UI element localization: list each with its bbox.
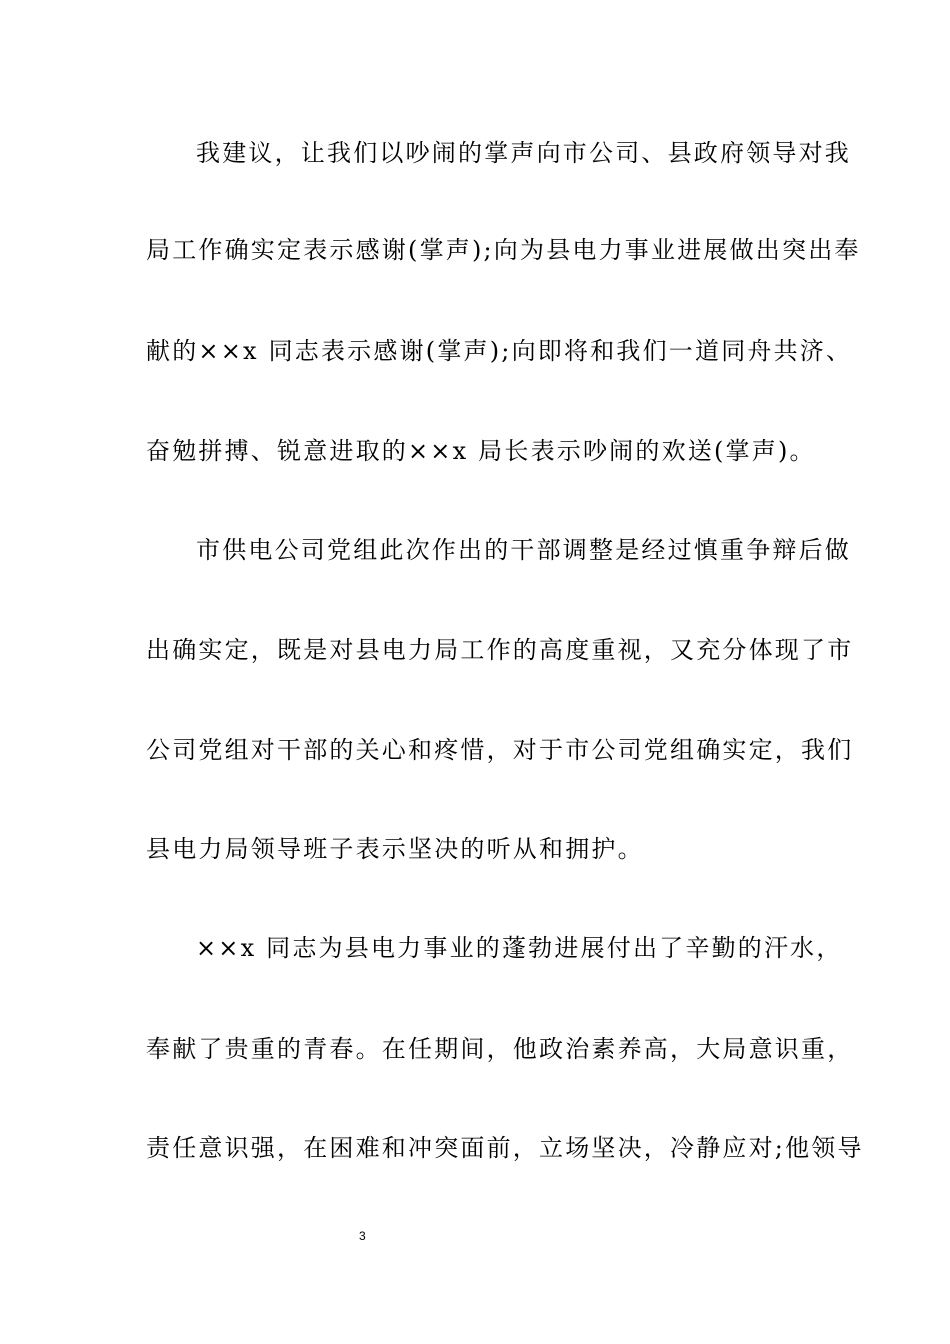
- text-line-4: 奋勉拼搏、锐意进取的××x 局长表示吵闹的欢送(掌声)。: [146, 437, 816, 465]
- text-line-9: ××x 同志为县电力事业的蓬勃进展付出了辛勤的汗水，: [196, 934, 843, 962]
- text-line-11: 责任意识强，在困难和冲突面前，立场坚决，冷静应对;他领导: [146, 1134, 864, 1162]
- text-line-6: 出确实定，既是对县电力局工作的高度重视，又充分体现了市: [146, 636, 854, 664]
- text-line-2: 局工作确实定表示感谢(掌声);向为县电力事业进展做出突出奉: [146, 236, 861, 264]
- text-line-1: 我建议，让我们以吵闹的掌声向市公司、县政府领导对我: [196, 139, 851, 167]
- text-line-8: 县电力局领导班子表示坚决的听从和拥护。: [146, 835, 644, 863]
- text-line-7: 公司党组对干部的关心和疼惜，对于市公司党组确实定，我们: [146, 736, 854, 764]
- text-line-3: 献的××x 同志表示感谢(掌声);向即将和我们一道同舟共济、: [146, 337, 853, 365]
- text-line-10: 奉献了贵重的青春。在任期间，他政治素养高，大局意识重，: [146, 1035, 854, 1063]
- text-line-5: 市供电公司党组此次作出的干部调整是经过慎重争辩后做: [196, 536, 851, 564]
- page-number: 3: [359, 1229, 366, 1243]
